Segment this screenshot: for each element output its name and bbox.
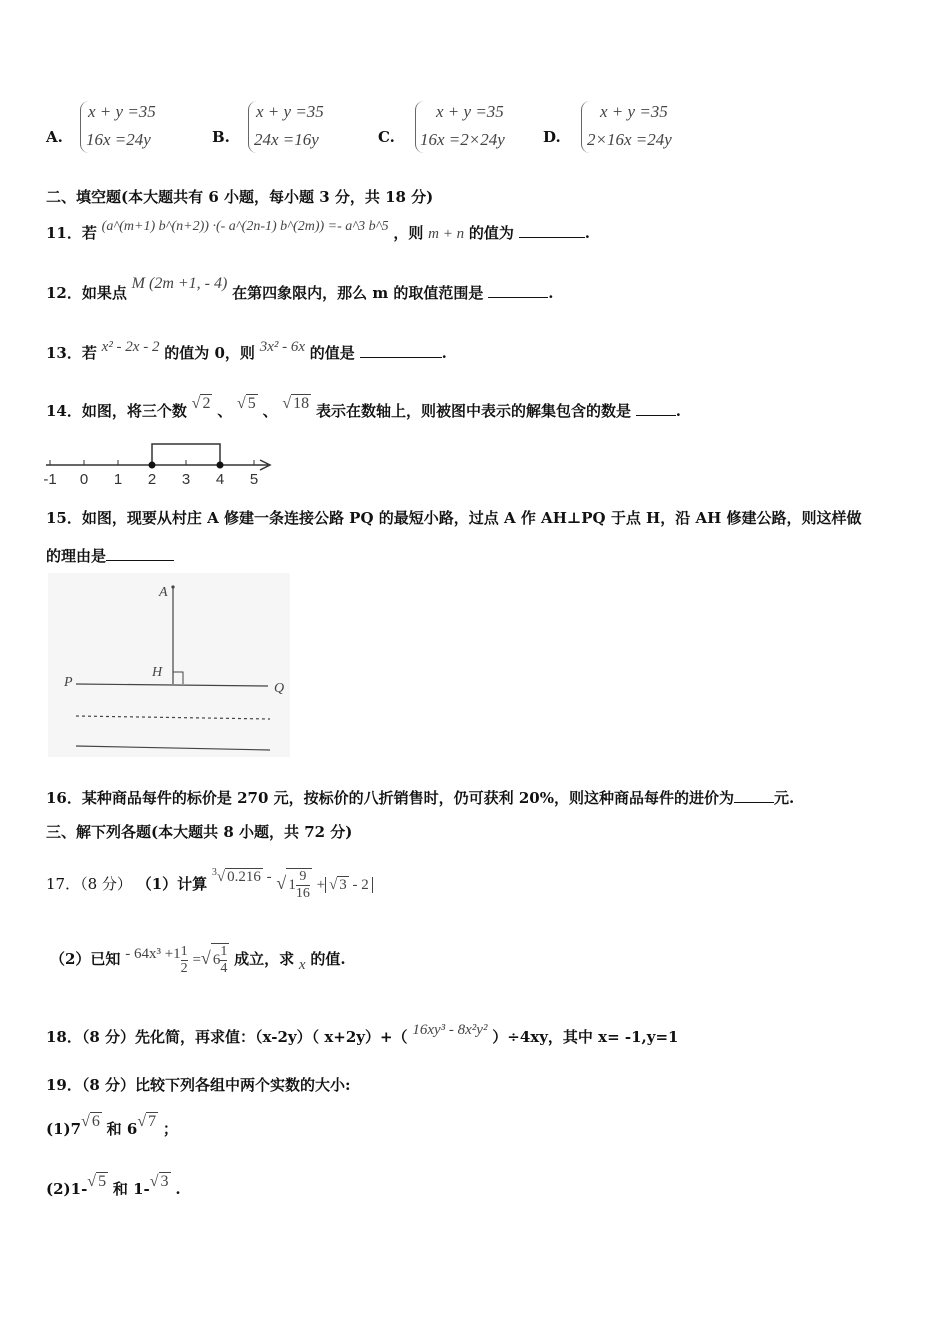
q19-p2-root-2: 3 (160, 1173, 169, 1190)
q13-number: 13．若 (46, 344, 97, 362)
q11-mid-text: ，则 (393, 224, 424, 242)
q17-end-text: 的值. (310, 950, 346, 968)
q17-frac-denominator: 16 (295, 886, 310, 901)
q14: 14．如图，将三个数 √ 2 、 √ 5 、 √ 18 表示在数轴上，则被图中表示的解集包含的数是 . (46, 395, 681, 420)
q12: 12．如果点 M (2m +1, - 4) 在第四象限内，那么 m 的取值范围是 . (46, 275, 554, 302)
label-h: H (152, 665, 163, 680)
section2-title: 二、填空题(本大题共有 6 小题，每小题 3 分，共 18 分) (46, 188, 434, 206)
road-figure (48, 573, 290, 757)
label-q: Q (274, 681, 285, 696)
option-c-label: C. (378, 128, 395, 146)
q17-part1-label: （1）计算 (136, 875, 208, 893)
q14-root-1: 2 (202, 395, 211, 412)
q17-part2-label: （2）已知 (50, 950, 121, 968)
q17-number: 17．（8 分） (46, 875, 132, 893)
option-b-eq1: x + y =35 (256, 102, 324, 121)
q18-expression: 16xy³ - 8x²y² (412, 1022, 488, 1038)
q18-tail-text: ）÷4xy，其中 x= -1,y=1 (492, 1028, 679, 1046)
option-d-eq1: x + y =35 (600, 102, 668, 121)
q19-p2-root-1: 5 (98, 1173, 107, 1190)
section3-title: 三、解下列各题(本大题共 8 小题，共 72 分) (46, 823, 353, 841)
q12-tail-text: 在第四象限内，那么 m 的取值范围是 (232, 284, 484, 302)
q15-line1: 15．如图，现要从村庄 A 修建一条连接公路 PQ 的最短小路，过点 A 作 AH⊥PQ 于点 H，沿 AH 修建公路，则这样做 (46, 509, 862, 527)
q11-tail-text: 的值为 (468, 224, 514, 242)
q14-root-2: 5 (247, 395, 256, 412)
q17-tail-text: 成立，求 (234, 950, 295, 968)
q17-quarter-numerator: 1 (220, 944, 228, 959)
q12-number: 12．如果点 (46, 284, 127, 302)
figure-background (48, 573, 290, 757)
label-p: P (64, 675, 73, 690)
q15-answer-blank[interactable] (106, 546, 174, 561)
q19-title: 19．（8 分）比较下列各组中两个实数的大小: (46, 1076, 351, 1094)
q12-point-expression: M (2m +1, - 4) (131, 275, 228, 292)
solid-point-4 (217, 462, 224, 469)
option-a-label: A. (46, 128, 63, 146)
q13: 13．若 x² - 2x - 2 的值为 0，则 3x² - 6x 的值是 . (46, 339, 447, 362)
q13-expression-2: 3x² - 6x (259, 339, 306, 355)
q16-tail-text: 元. (773, 789, 795, 807)
q13-tail-text: 的值是 (309, 344, 355, 362)
option-a-eq1: x + y =35 (88, 102, 156, 121)
q16 (46, 787, 794, 808)
q16-text: 16．某种商品每件的标价是 270 元，按标价的八折销售时，仍可获利 20%，则这种商品每件的进价为 (46, 789, 734, 807)
q17-cube-root-value: 0.216 (227, 869, 261, 885)
tick-label: 1 (113, 471, 123, 488)
q12-answer-blank[interactable] (488, 283, 548, 298)
q14-separator-1: 、 (217, 402, 233, 420)
option-c-eq1: x + y =35 (436, 102, 504, 121)
q19-p1-end: ； (162, 1120, 178, 1138)
q14-separator-2: 、 (262, 402, 278, 420)
q19-p2-end: . (175, 1180, 181, 1198)
option-d-label: D. (543, 128, 561, 146)
q17-abs-root: 3 (339, 877, 347, 893)
q11-expression: (a^(m+1) b^(n+2)) ·(- a^(2n-1) b^(2m)) =- a^3 b^5 (101, 219, 389, 234)
option-d-eq2: 2×16x =24y (587, 130, 672, 149)
q17-part1: 17．（8 分） （1）计算 $^3$√ 0.216 - √ 1 $\frac{9}{16}$ + √ 3 - 2 (46, 868, 373, 902)
q17-mixed-whole: 1 (288, 876, 296, 893)
option-a-eq2: 16x =24y (86, 130, 151, 149)
point-a (171, 585, 174, 588)
tick-label: 5 (249, 471, 259, 488)
tick-label: -1 (43, 471, 57, 488)
q19-p1-prefix: (1)7 (46, 1120, 82, 1138)
q13-answer-blank[interactable] (360, 343, 442, 358)
q19-part2: (2)1-√ 5 和 1-√ 3 . (46, 1173, 181, 1198)
q13-mid-text: 的值为 0，则 (164, 344, 255, 362)
q15-line2-text: 的理由是 (46, 547, 107, 565)
option-b-label: B. (212, 128, 230, 146)
q17-quarter-denominator: 4 (220, 961, 228, 976)
solid-point-2 (149, 462, 156, 469)
q11: 11．若 (a^(m+1) b^(n+2)) ·(- a^(2n-1) b^(2m)) =- a^3 b^5 ，则 m + n 的值为 . (46, 219, 590, 242)
tick-label: 3 (181, 471, 191, 488)
option-b-eq2: 24x =16y (254, 130, 319, 149)
tick-label: 0 (79, 471, 89, 488)
q17-part2-lhs: - 64x³ +1 (125, 946, 181, 962)
q14-tail-text: 表示在数轴上，则被图中表示的解集包含的数是 (315, 402, 631, 420)
q14-number: 14．如图，将三个数 (46, 402, 187, 420)
label-a: A (159, 585, 168, 600)
q19-p1-mid: 和 6 (106, 1120, 138, 1138)
q19-part1: (1)7√ 6 和 6√ 7 ； (46, 1113, 178, 1138)
tick-label: 4 (215, 471, 225, 488)
q19-p2-prefix: (2)1- (46, 1180, 88, 1198)
q16-answer-blank[interactable] (734, 788, 774, 803)
q17-part2: （2）已知 - 64x³ +1 $\frac{1}{2}$ =√ 6 $\frac{1}{4}$ 成立，求 x 的值. (50, 943, 346, 976)
q17-frac-numerator: 9 (296, 869, 310, 886)
q11-number: 11．若 (46, 224, 97, 242)
q19-p2-mid: 和 1- (112, 1180, 150, 1198)
q13-expression-1: x² - 2x - 2 (101, 339, 160, 355)
q11-answer-blank[interactable] (519, 223, 585, 238)
number-line-figure (40, 438, 280, 490)
q19-p1-root-2: 7 (148, 1113, 157, 1130)
q17-variable-x: x (298, 957, 306, 973)
q17-abs-minus: - 2 (352, 877, 369, 893)
q19-p1-root-1: 6 (91, 1113, 100, 1130)
option-c-eq2: 16x =2×24y (420, 130, 505, 149)
tick-label: 2 (147, 471, 157, 488)
q14-answer-blank[interactable] (636, 401, 676, 416)
q15-line2 (46, 545, 174, 566)
q18 (46, 1022, 679, 1047)
q17-half-numerator: 1 (180, 943, 188, 959)
q11-m-plus-n: m + n (428, 226, 465, 242)
q17-half-denominator: 2 (180, 960, 188, 976)
q17-equals: = (192, 952, 201, 968)
q17-rhs-whole: 6 (212, 951, 221, 968)
q14-root-3: 18 (293, 395, 310, 412)
q18-text: 18．（8 分）先化简，再求值：（x-2y）（ x+2y）+（ (46, 1028, 408, 1046)
